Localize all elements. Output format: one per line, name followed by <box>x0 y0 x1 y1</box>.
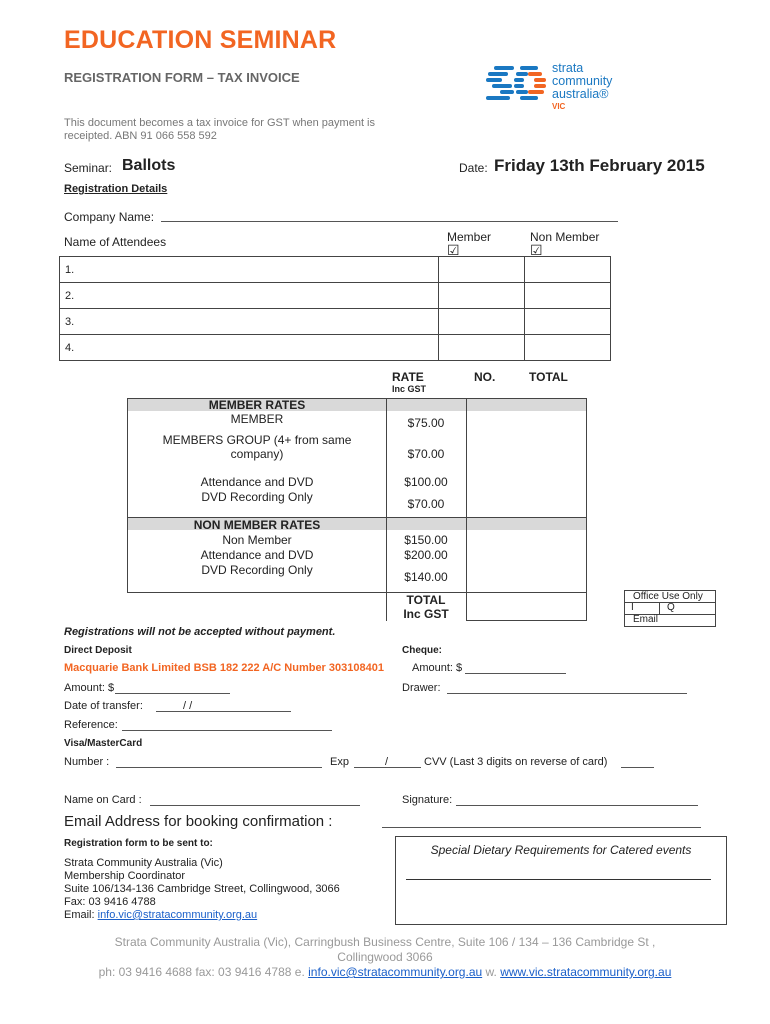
attendee-name-cell[interactable]: 4. <box>60 335 439 361</box>
send-to-line2: Membership Coordinator <box>64 870 186 882</box>
rate-price-member: $75.00 <box>407 416 445 430</box>
logo-line-strata: strata <box>552 61 584 75</box>
rate-price-nm-attendance-dvd: $200.00 <box>404 548 448 562</box>
cheque-label: Cheque: <box>402 645 442 656</box>
rate-header: RATE <box>392 370 424 384</box>
rate-label-nm-attendance-dvd: Attendance and DVD <box>200 548 314 562</box>
office-use-box <box>624 590 716 627</box>
logo-line-community: community <box>552 74 613 88</box>
card-number-field[interactable] <box>116 755 322 768</box>
date-of-transfer-label: Date of transfer: <box>64 700 143 712</box>
rates-table <box>127 398 587 621</box>
visa-mastercard-label: Visa/MasterCard <box>64 738 143 749</box>
attendee-table <box>59 256 611 361</box>
office-q: Q <box>667 602 675 613</box>
page-subtitle: REGISTRATION FORM – TAX INVOICE <box>64 70 300 85</box>
cheque-amount-field[interactable] <box>465 661 566 674</box>
member-cell[interactable] <box>439 335 525 361</box>
exp-slash: / <box>385 756 389 768</box>
date-slashes: / / <box>183 700 193 712</box>
sca-logo <box>484 62 634 114</box>
table-row <box>60 309 611 335</box>
dietary-requirements-label: Special Dietary Requirements for Catered events <box>430 843 692 857</box>
dietary-requirements-box[interactable] <box>395 836 727 925</box>
date-value: Friday 13th February 2015 <box>494 156 705 175</box>
date-label: Date: <box>459 161 488 175</box>
total-header: TOTAL <box>529 370 568 384</box>
member-checkbox-icon[interactable]: ☑ <box>447 242 460 258</box>
non-member-cell[interactable] <box>525 257 611 283</box>
company-label: Company Name: <box>64 210 155 224</box>
seminar-value: Ballots <box>122 157 176 174</box>
send-to-heading: Registration form to be sent to: <box>64 838 213 849</box>
card-number-label: Number : <box>64 756 110 768</box>
registration-heading: Registration Details <box>64 183 168 195</box>
sca-logo-mark-icon <box>484 64 548 104</box>
amount-label: Amount: $ <box>64 682 115 694</box>
rate-price-dvd-only: $70.00 <box>407 497 445 511</box>
send-to-fax: Fax: 03 9416 4788 <box>64 896 156 908</box>
send-to-address <box>64 857 340 922</box>
bank-details: Macquarie Bank Limited BSB 182 222 A/C Number 303108401 <box>64 662 384 674</box>
footer-address-line1: Strata Community Australia (Vic), Carringbush Business Centre, Suite 106 / 134 – 136 Cambridge St , <box>114 935 656 949</box>
signature-label: Signature: <box>402 794 453 806</box>
member-cell[interactable] <box>439 309 525 335</box>
table-row <box>60 283 611 309</box>
rate-price-group: $70.00 <box>407 447 445 461</box>
date-of-transfer-field[interactable] <box>156 699 291 712</box>
drawer-label: Drawer: <box>402 682 441 694</box>
member-cell[interactable] <box>439 257 525 283</box>
send-to-email-line: Email: info.vic@stratacommunity.org.au <box>64 909 258 921</box>
member-rates-heading: MEMBER RATES <box>208 398 306 412</box>
amount-field[interactable] <box>115 681 230 694</box>
table-row <box>60 257 611 283</box>
attendee-name-cell[interactable]: 2. <box>60 283 439 309</box>
seminar-label: Seminar: <box>64 161 113 175</box>
rate-label-group: MEMBERS GROUP (4+ from same company) <box>162 433 352 461</box>
rate-label-dvd-only: DVD Recording Only <box>201 490 313 504</box>
non-member-rates-heading: NON MEMBER RATES <box>193 518 321 532</box>
rate-label-nm-dvd-only: DVD Recording Only <box>201 563 313 577</box>
company-field[interactable] <box>161 209 618 222</box>
no-header: NO. <box>474 370 496 384</box>
non-member-cell[interactable] <box>525 309 611 335</box>
rate-price-nm-dvd-only: $140.00 <box>404 570 448 584</box>
attendee-name-cell[interactable]: 1. <box>60 257 439 283</box>
non-member-checkbox-icon[interactable]: ☑ <box>530 242 543 258</box>
footer <box>40 935 730 980</box>
footer-web-link[interactable]: www.vic.stratacommunity.org.au <box>500 965 672 979</box>
office-i: I <box>631 602 634 613</box>
total-inc-gst-label: TOTAL Inc GST <box>403 593 449 621</box>
office-use-title: Office Use Only <box>633 591 703 602</box>
payment-warning: Registrations will not be accepted without payment. <box>64 626 336 638</box>
send-to-line3: Suite 106/134-136 Cambridge Street, Collingwood, 3066 <box>64 883 340 895</box>
name-on-card-label: Name on Card : <box>64 794 142 806</box>
footer-contact: ph: 03 9416 4688 fax: 03 9416 4788 e. info.vic@stratacommunity.org.au w. www.vic.stratacommunity.org.au <box>98 965 672 979</box>
cvv-label: CVV (Last 3 digits on reverse of card) <box>424 756 608 768</box>
rate-label-attendance-dvd: Attendance and DVD <box>200 475 314 489</box>
rate-label-member: MEMBER <box>230 412 284 426</box>
member-column-label: Member <box>447 230 492 244</box>
attendee-name-cell[interactable]: 3. <box>60 309 439 335</box>
send-to-email-link[interactable]: info.vic@stratacommunity.org.au <box>97 909 258 921</box>
rate-price-attendance-dvd: $100.00 <box>404 475 448 489</box>
drawer-field[interactable] <box>447 681 687 694</box>
attendees-label: Name of Attendees <box>64 235 167 249</box>
footer-email-link[interactable]: info.vic@stratacommunity.org.au <box>308 965 483 979</box>
email-confirmation-field[interactable] <box>382 815 701 828</box>
reference-label: Reference: <box>64 719 118 731</box>
non-member-column-label: Non Member <box>530 230 600 244</box>
reference-field[interactable] <box>122 718 332 731</box>
logo-line-australia: australia® <box>552 87 609 101</box>
signature-field[interactable] <box>456 793 698 806</box>
page-title: EDUCATION SEMINAR <box>64 26 337 54</box>
cvv-field[interactable] <box>621 755 654 768</box>
direct-deposit-label: Direct Deposit <box>64 645 132 656</box>
non-member-cell[interactable] <box>525 283 611 309</box>
office-email: Email <box>633 614 659 625</box>
name-on-card-field[interactable] <box>150 793 360 806</box>
dietary-requirements-line <box>406 879 711 880</box>
member-cell[interactable] <box>439 283 525 309</box>
cheque-amount-label: Amount: $ <box>412 662 463 674</box>
exp-label: Exp <box>330 756 349 768</box>
non-member-cell[interactable] <box>525 335 611 361</box>
logo-region: VIC <box>552 102 566 111</box>
tax-invoice-note: This document becomes a tax invoice for GST when payment is receipted. ABN 91 066 558 592 <box>64 117 375 142</box>
rate-subheader: Inc GST <box>392 384 427 394</box>
email-confirmation-label: Email Address for booking confirmation : <box>64 813 333 830</box>
footer-address-line2: Collingwood 3066 <box>337 950 433 964</box>
rate-label-non-member: Non Member <box>222 533 292 547</box>
table-row <box>60 335 611 361</box>
send-to-line1: Strata Community Australia (Vic) <box>64 857 223 869</box>
rate-price-non-member: $150.00 <box>404 533 448 547</box>
